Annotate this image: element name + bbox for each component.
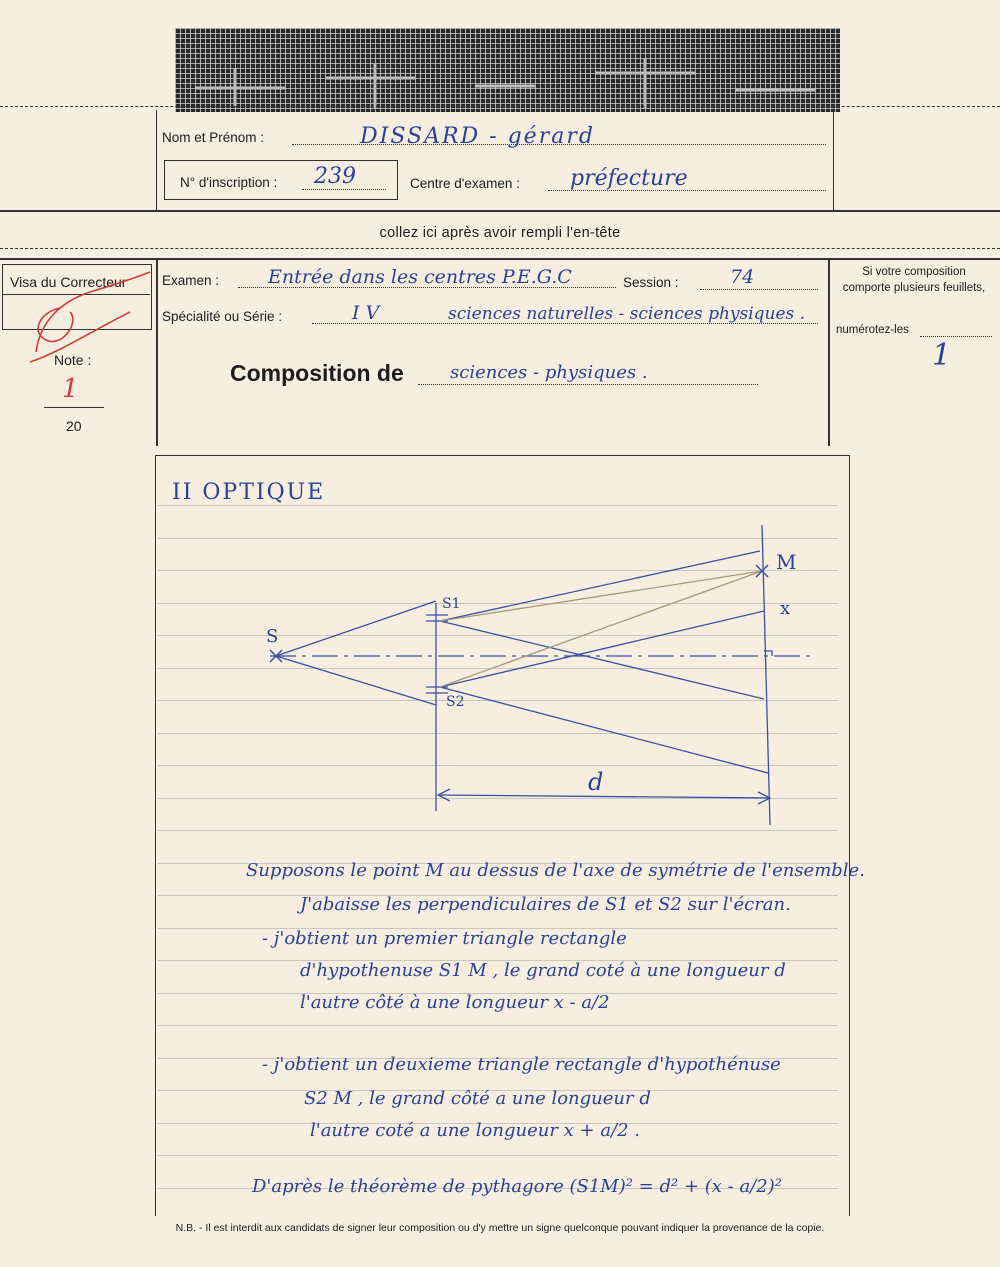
specialite-value: sciences naturelles - sciences physiques . xyxy=(448,304,806,324)
note-total: 20 xyxy=(66,418,82,434)
paste-instruction: collez ici après avoir rempli l'en-tête xyxy=(379,225,621,241)
ruled-line xyxy=(158,1025,838,1026)
composition-label: Composition de xyxy=(230,360,404,386)
body-line-9: D'après le théorème de pythagore (S1M)² = d² + (x - a/2)² xyxy=(252,1176,782,1197)
examen-value: Entrée dans les centres P.E.G.C xyxy=(268,266,572,288)
label-S2: S2 xyxy=(446,694,465,710)
session-line xyxy=(700,289,818,290)
label-M: M xyxy=(776,550,797,574)
centre-value: préfecture xyxy=(570,166,688,191)
composition-line xyxy=(418,384,758,385)
body-line-6: - j'obtient un deuxieme triangle rectangle d'hypothénuse xyxy=(262,1054,781,1075)
exam-frame-top xyxy=(0,258,1000,260)
footer-nb: N.B. - Il est interdit aux candidats de signer leur composition ou d'y mettre un signe quelconque pouvant indiquer la provenance de la copie. xyxy=(175,1222,825,1234)
label-x: x xyxy=(780,598,791,619)
numerotez-label: numérotez-les xyxy=(836,324,909,336)
body-line-7: S2 M , le grand côté a une longueur d xyxy=(304,1088,651,1109)
body-line-5: l'autre côté à une longueur x - a/2 xyxy=(300,992,610,1013)
centre-label: Centre d'examen : xyxy=(410,176,520,191)
label-d: d xyxy=(588,768,604,796)
numerotez-line xyxy=(920,336,992,337)
fold-line-top xyxy=(0,106,1000,107)
body-line-8: l'autre coté a une longueur x + a/2 . xyxy=(310,1120,641,1141)
note-label: Note : xyxy=(54,352,92,368)
identity-box-bottom xyxy=(0,210,1000,212)
body-line-2: J'abaisse les perpendiculaires de S1 et S2 sur l'écran. xyxy=(300,894,791,915)
seal-hatch-block xyxy=(175,28,840,112)
label-S: S xyxy=(266,626,279,647)
composition-value: sciences - physiques . xyxy=(450,362,648,383)
session-value: 74 xyxy=(730,266,755,288)
specialite-label: Spécialité ou Série : xyxy=(162,309,283,324)
nom-label: Nom et Prénom : xyxy=(162,130,265,145)
numerotez-value: 1 xyxy=(932,338,952,373)
inscription-value: 239 xyxy=(314,164,356,189)
specialite-roman: I V xyxy=(352,302,380,324)
inscription-line xyxy=(302,189,386,190)
body-line-1: Supposons le point M au dessus de l'axe de symétrie de l'ensemble. xyxy=(246,860,865,881)
optics-diagram xyxy=(250,515,810,835)
fold-line-bottom xyxy=(0,248,1000,249)
note-fraction-bar xyxy=(44,407,104,408)
ruled-line xyxy=(158,505,838,506)
visa-label: Visa du Correcteur xyxy=(10,274,127,290)
label-S1: S1 xyxy=(442,596,461,612)
ruled-line xyxy=(158,1155,838,1156)
inscription-label: N° d'inscription : xyxy=(180,175,278,190)
session-label: Session : xyxy=(623,275,679,290)
section-title: II OPTIQUE xyxy=(172,480,326,505)
body-line-4: d'hypothenuse S1 M , le grand coté à une longueur d xyxy=(300,960,786,981)
nom-value: DISSARD - gérard xyxy=(360,124,595,149)
exam-frame-right xyxy=(828,258,830,446)
side-note-text: Si votre composition comporte plusieurs feuillets, xyxy=(842,266,986,294)
note-value: 1 xyxy=(62,374,79,404)
body-line-3: - j'obtient un premier triangle rectangle xyxy=(262,928,627,949)
examen-label: Examen : xyxy=(162,273,220,288)
